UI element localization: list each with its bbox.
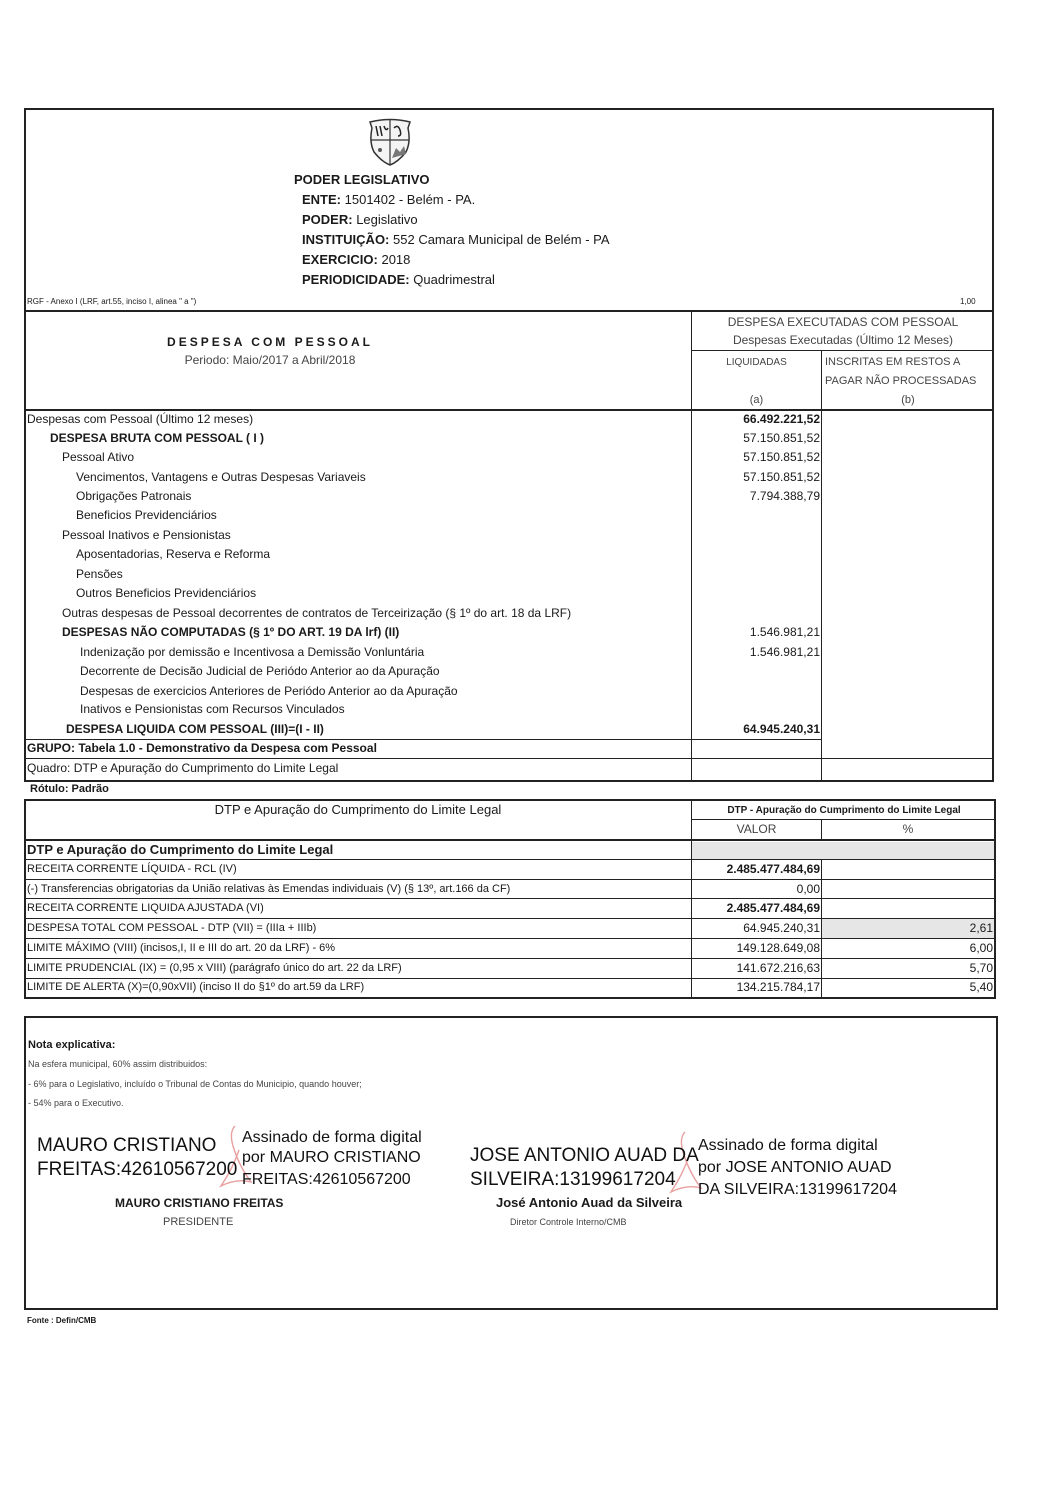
rotulo-label: Rótulo: Padrão [30,783,109,795]
row-label: Outros Beneficios Previdenciários [76,586,257,600]
row-label: DESPESA BRUTA COM PESSOAL ( I ) [50,431,265,445]
row-label: LIMITE MÁXIMO (VIII) (incisos,I, II e III do art. 20 da LRF) - 6% [27,942,336,954]
row-label: DESPESA TOTAL COM PESSOAL - DTP (VII) = (IIIa + IIIb) [27,922,317,934]
periodicidade-value: Quadrimestral [413,272,495,287]
row-label: Despesas com Pessoal (Último 12 meses) [27,412,254,426]
row-label: Decorrente de Decisão Judicial de Periódo Anterior ao da Apuração [80,664,440,678]
divider [691,350,994,351]
header-exercicio [302,252,410,267]
row-label: Pessoal Ativo [62,450,135,464]
row-valor: 134.215.784,17 [736,980,820,994]
row-value-a: 57.150.851,52 [743,450,820,464]
row-label: DESPESAS NÃO COMPUTADAS (§ 1º DO ART. 19 DA lrf) (II) [62,625,400,639]
row-valor: 64.945.240,31 [743,921,820,935]
row-label: DESPESA LIQUIDA COM PESSOAL (III)=(I - II) [66,722,324,736]
row-valor: 0,00 [796,882,820,896]
row-label: Beneficios Previdenciários [76,508,217,522]
row-value-a: 1.546.981,21 [749,645,820,659]
header-ente [302,192,475,207]
scale-value: 1,00 [960,297,976,306]
divider [24,310,994,312]
digital-line3: DA SILVEIRA:13199617204 [698,1181,897,1198]
row-value-a: 57.150.851,52 [743,431,820,445]
periodicidade-label: PERIODICIDADE: [302,272,410,287]
row-label: LIMITE PRUDENCIAL (IX) = (0,95 x VIII) (parágrafo único do art. 22 da LRF) [27,962,402,974]
notes-title: Nota explicativa: [28,1039,116,1051]
notes-line: Na esfera municipal, 60% assim distribuidos: [28,1059,208,1069]
row-label: Obrigações Patronais [76,489,192,503]
quadro-label: Quadro: DTP e Apuração do Cumprimento do Limite Legal [27,761,339,775]
signer-role: PRESIDENTE [163,1216,234,1228]
digital-line1: Assinado de forma digital [698,1137,878,1154]
row-value-a: 66.492.221,52 [743,412,820,426]
notes-line: - 54% para o Executivo. [28,1098,124,1108]
row-label: Pessoal Inativos e Pensionistas [62,528,231,542]
row-pct: 5,70 [969,961,993,975]
exercicio-label: EXERCICIO: [302,252,378,267]
signer-name-line1: MAURO CRISTIANO [37,1135,217,1156]
notes-line: - 6% para o Legislativo, incluído o Tribunal de Contas do Municipio, quando houver; [28,1079,362,1089]
instituicao-label: INSTITUIÇÃO: [302,232,390,247]
signer-name-line2: FREITAS:42610567200 [37,1159,238,1180]
row-pct: 2,61 [969,921,993,935]
row-pct: 6,00 [969,941,993,955]
col-a-label: LIQUIDADAS [726,357,787,368]
col-b-label-2: PAGAR NÃO PROCESSADAS [825,375,977,387]
signer-printed-name: José Antonio Auad da Silveira [496,1195,683,1210]
table1-title: DESPESA COM PESSOAL [167,335,373,349]
row-label: LIMITE DE ALERTA (X)=(0,90xVII) (inciso II do §1º do art.59 da LRF) [27,981,365,993]
digital-line1: Assinado de forma digital [242,1129,422,1146]
row-valor: 149.128.649,08 [736,941,820,955]
row-valor: 141.672.216,63 [736,961,820,975]
signer-printed-name: MAURO CRISTIANO FREITAS [115,1196,284,1210]
signer-name-line1: JOSE ANTONIO AUAD DA [470,1145,699,1166]
header-instituicao [302,232,610,247]
table2-title-left: DTP e Apuração do Cumprimento do Limite Legal [214,802,502,817]
header-periodicidade [302,272,495,287]
shaded-cell [692,842,994,859]
digital-line2: por JOSE ANTONIO AUAD [698,1159,892,1176]
divider [821,350,822,780]
header-title: PODER LEGISLATIVO [294,172,430,187]
footer-source: Fonte : Defin/CMB [27,1316,97,1325]
instituicao-value: 552 Camara Municipal de Belém - PA [393,232,610,247]
row-label: Despesas de exercicios Anteriores de Periódo Anterior ao da Apuração [80,684,458,698]
header-poder [302,212,418,227]
col-a-code: (a) [749,394,764,406]
table1-period: Periodo: Maio/2017 a Abril/2018 [184,353,356,367]
table2-section-label: DTP e Apuração do Cumprimento do Limite Legal [27,842,334,857]
exercicio-value: 2018 [381,252,411,267]
divider [691,310,692,780]
row-value-a: 64.945.240,31 [743,722,820,736]
row-label: Vencimentos, Vantagens e Outras Despesas Variaveis [76,470,366,484]
table2-title-right: DTP - Apuração do Cumprimento do Limite Legal [727,805,961,816]
annex-reference: RGF - Anexo I (LRF, art.55, inciso I, alinea " a ") [27,297,197,306]
signer-role: Diretor Controle Interno/CMB [510,1217,627,1227]
signer-name-line2: SILVEIRA:13199617204 [470,1169,676,1190]
row-label: Outras despesas de Pessoal decorrentes de contratos de Terceirização (§ 1º do art. 18 da LRF) [62,606,572,620]
row-label: Inativos e Pensionistas com Recursos Vinculados [80,702,345,716]
col-b-label-1: INSCRITAS EM RESTOS A [825,356,961,368]
row-label: (-) Transferencias obrigatorias da União relativas às Emendas individuais (V) (§ 13º, art.166 da CF) [27,883,511,895]
row-pct: 5,40 [969,980,993,994]
row-value-a: 57.150.851,52 [743,470,820,484]
ente-label: ENTE: [302,192,341,207]
digital-line3: FREITAS:42610567200 [242,1171,411,1188]
poder-value: Legislativo [356,212,418,227]
digital-line2: por MAURO CRISTIANO [242,1149,421,1166]
ente-value: 1501402 - Belém - PA. [344,192,476,207]
row-valor: 2.485.477.484,69 [726,862,820,876]
row-valor: 2.485.477.484,69 [726,901,820,915]
row-value-a: 7.794.388,79 [749,489,820,503]
row-label: Aposentadorias, Reserva e Reforma [76,547,271,561]
col-b-code: (b) [901,394,915,406]
col-pct: % [902,822,914,836]
col-group-2: Despesas Executadas (Último 12 Meses) [732,333,954,347]
row-value-a: 1.546.981,21 [749,625,820,639]
col-valor: VALOR [736,822,777,836]
row-label: RECEITA CORRENTE LÍQUIDA - RCL (IV) [27,863,237,875]
col-group-1: DESPESA EXECUTADAS COM PESSOAL [727,315,959,329]
grupo-label: GRUPO: Tabela 1.0 - Demonstrativo da Despesa com Pessoal [27,741,377,755]
row-label: Pensões [76,567,123,581]
row-label: RECEITA CORRENTE LIQUIDA AJUSTADA (VI) [27,902,264,914]
row-label: Indenização por demissão e Incentivosa a Demissão Vonluntária [80,645,425,659]
municipal-crest-icon [364,118,416,166]
poder-label: PODER: [302,212,353,227]
